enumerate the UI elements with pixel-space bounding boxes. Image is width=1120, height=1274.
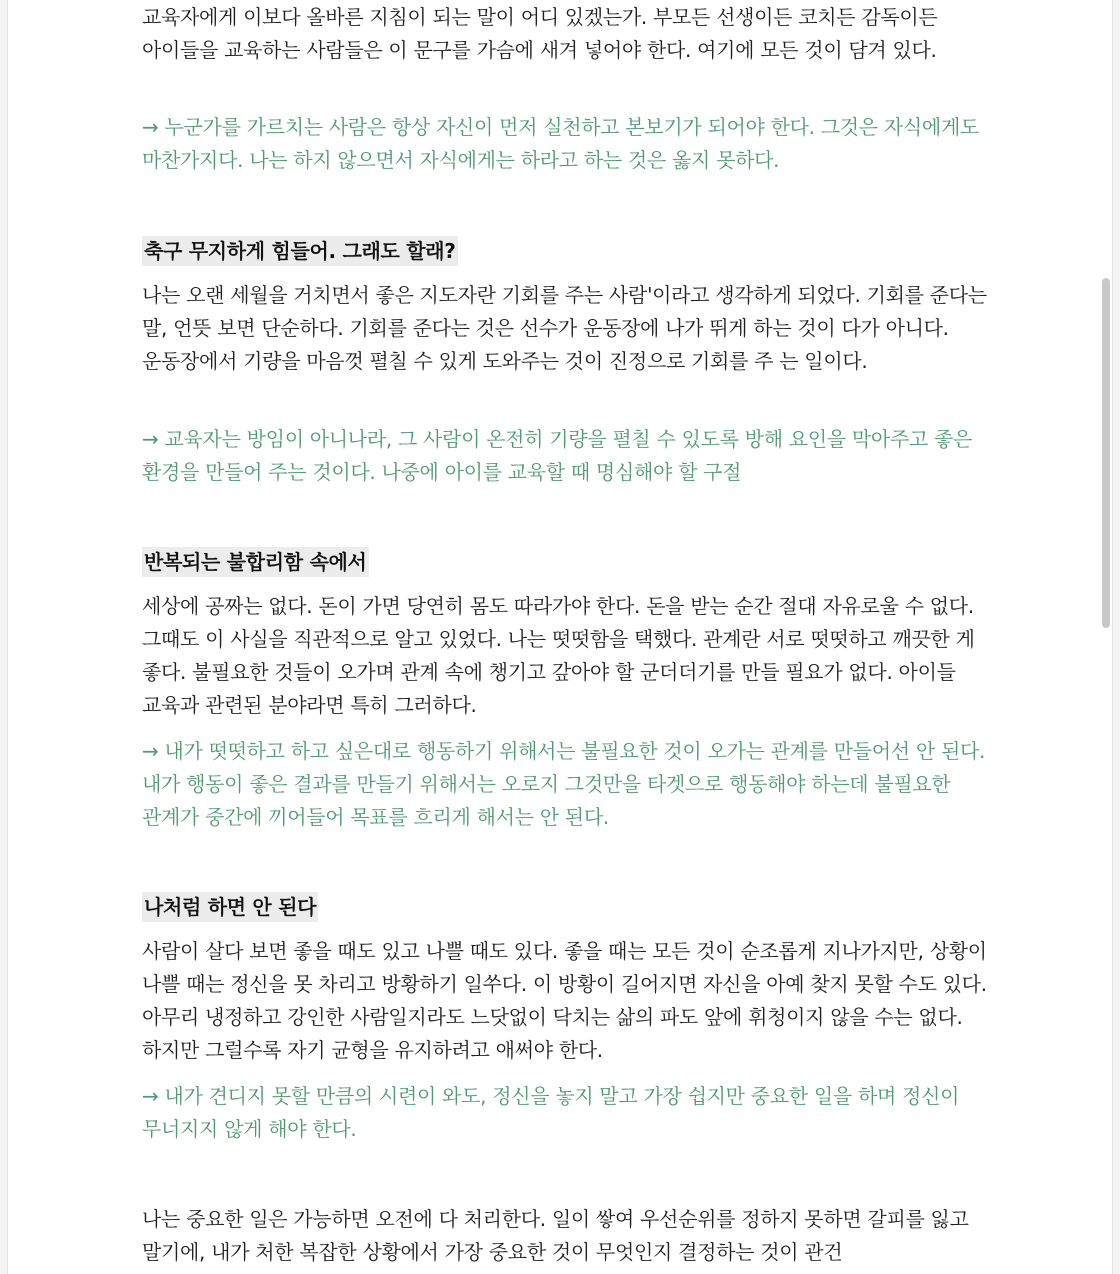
reflection-note: → 내가 견디지 못할 만큼의 시련이 와도, 정신을 놓지 말고 가장 쉽지만 중요한 일을 하며 정신이 무너지지 않게 해야 한다.	[142, 1084, 960, 1141]
paragraph: 교육자에게 이보다 올바른 지침이 되는 말이 어디 있겠는가. 부모든 선생이든 코치든 감독이든 아이들을 교육하는 사람들은 이 문구를 가슴에 새겨 넣어야 한다. 여기에 모든 것이 담겨 있다.	[142, 5, 938, 62]
section-heading-wrap	[142, 547, 369, 577]
scrollbar-track[interactable]	[1100, 0, 1110, 1274]
scrollbar-thumb[interactable]	[1102, 278, 1110, 628]
paragraph: 사람이 살다 보면 좋을 때도 있고 나쁠 때도 있다. 좋을 때는 모든 것이 순조롭게 지나가지만, 상황이 나쁠 때는 정신을 못 차리고 방황하기 일쑤다. 이 방황이 길어지면 자신을 아예 찾지 못할 수도 있다. 아무리 냉정하고 강인한 사람일지라도 느닷없이 닥치는 삶의 파도 앞에 휘청이지 않을 수는 없다. 하지만 그럴수록 자기 균형을 유지하려고 애써야 한다.	[142, 939, 987, 1062]
reflection-note: → 누군가를 가르치는 사람은 항상 자신이 먼저 실천하고 본보기가 되어야 한다. 그것은 자식에게도 마찬가지다. 나는 하지 않으면서 자식에게는 하라고 하는 것은 옳지 못하다.	[142, 115, 979, 172]
section-heading: 나처럼 하면 안 된다	[142, 892, 318, 922]
paragraph: 나는 오랜 세월을 거치면서 좋은 지도자란 기회를 주는 사람'이라고 생각하게 되었다. 기회를 준다는 말, 언뜻 보면 단순하다. 기회를 준다는 것은 선수가 운동장에 나가 뛰게 하는 것이 다가 아니다. 운동장에서 기량을 마음껏 펼칠 수 있게 도와주는 것이 진정으로 기회를 주 는 일이다.	[142, 283, 987, 373]
section-heading-wrap	[142, 892, 318, 922]
section-heading: 축구 무지하게 힘들어. 그래도 할래?	[142, 236, 458, 266]
section-heading-wrap	[142, 236, 458, 266]
paragraph: 나는 중요한 일은 가능하면 오전에 다 처리한다. 일이 쌓여 우선순위를 정하지 못하면 갈피를 잃고 말기에, 내가 처한 복잡한 상황에서 가장 중요한 것이 무엇인지 결정하는 것이 관건	[142, 1207, 969, 1264]
section-heading: 반복되는 불합리함 속에서	[142, 547, 369, 577]
document-page	[8, 0, 1112, 1274]
paragraph: 세상에 공짜는 없다. 돈이 가면 당연히 몸도 따라가야 한다. 돈을 받는 순간 절대 자유로울 수 없다. 그때도 이 사실을 직관적으로 알고 있었다. 나는 떳떳함을 택했다. 관계란 서로 떳떳하고 깨끗한 게 좋다. 불필요한 것들이 오가며 관계 속에 챙기고 갚아야 할 군더더기를 만들 필요가 없다. 아이들 교육과 관련된 분야라면 특히 그러하다.	[142, 594, 975, 717]
reflection-note: → 교육자는 방임이 아니나라, 그 사람이 온전히 기량을 펼칠 수 있도록 방해 요인을 막아주고 좋은 환경을 만들어 주는 것이다. 나중에 아이를 교육할 때 명심해야 할 구절	[142, 427, 973, 484]
reflection-note: → 내가 떳떳하고 하고 싶은대로 행동하기 위해서는 불필요한 것이 오가는 관계를 만들어선 안 된다. 내가 행동이 좋은 결과를 만들기 위해서는 오로지 그것만을 타겟으로 행동해야 하는데 불필요한 관계가 중간에 끼어들어 목표를 흐리게 해서는 안 된다.	[142, 739, 986, 829]
